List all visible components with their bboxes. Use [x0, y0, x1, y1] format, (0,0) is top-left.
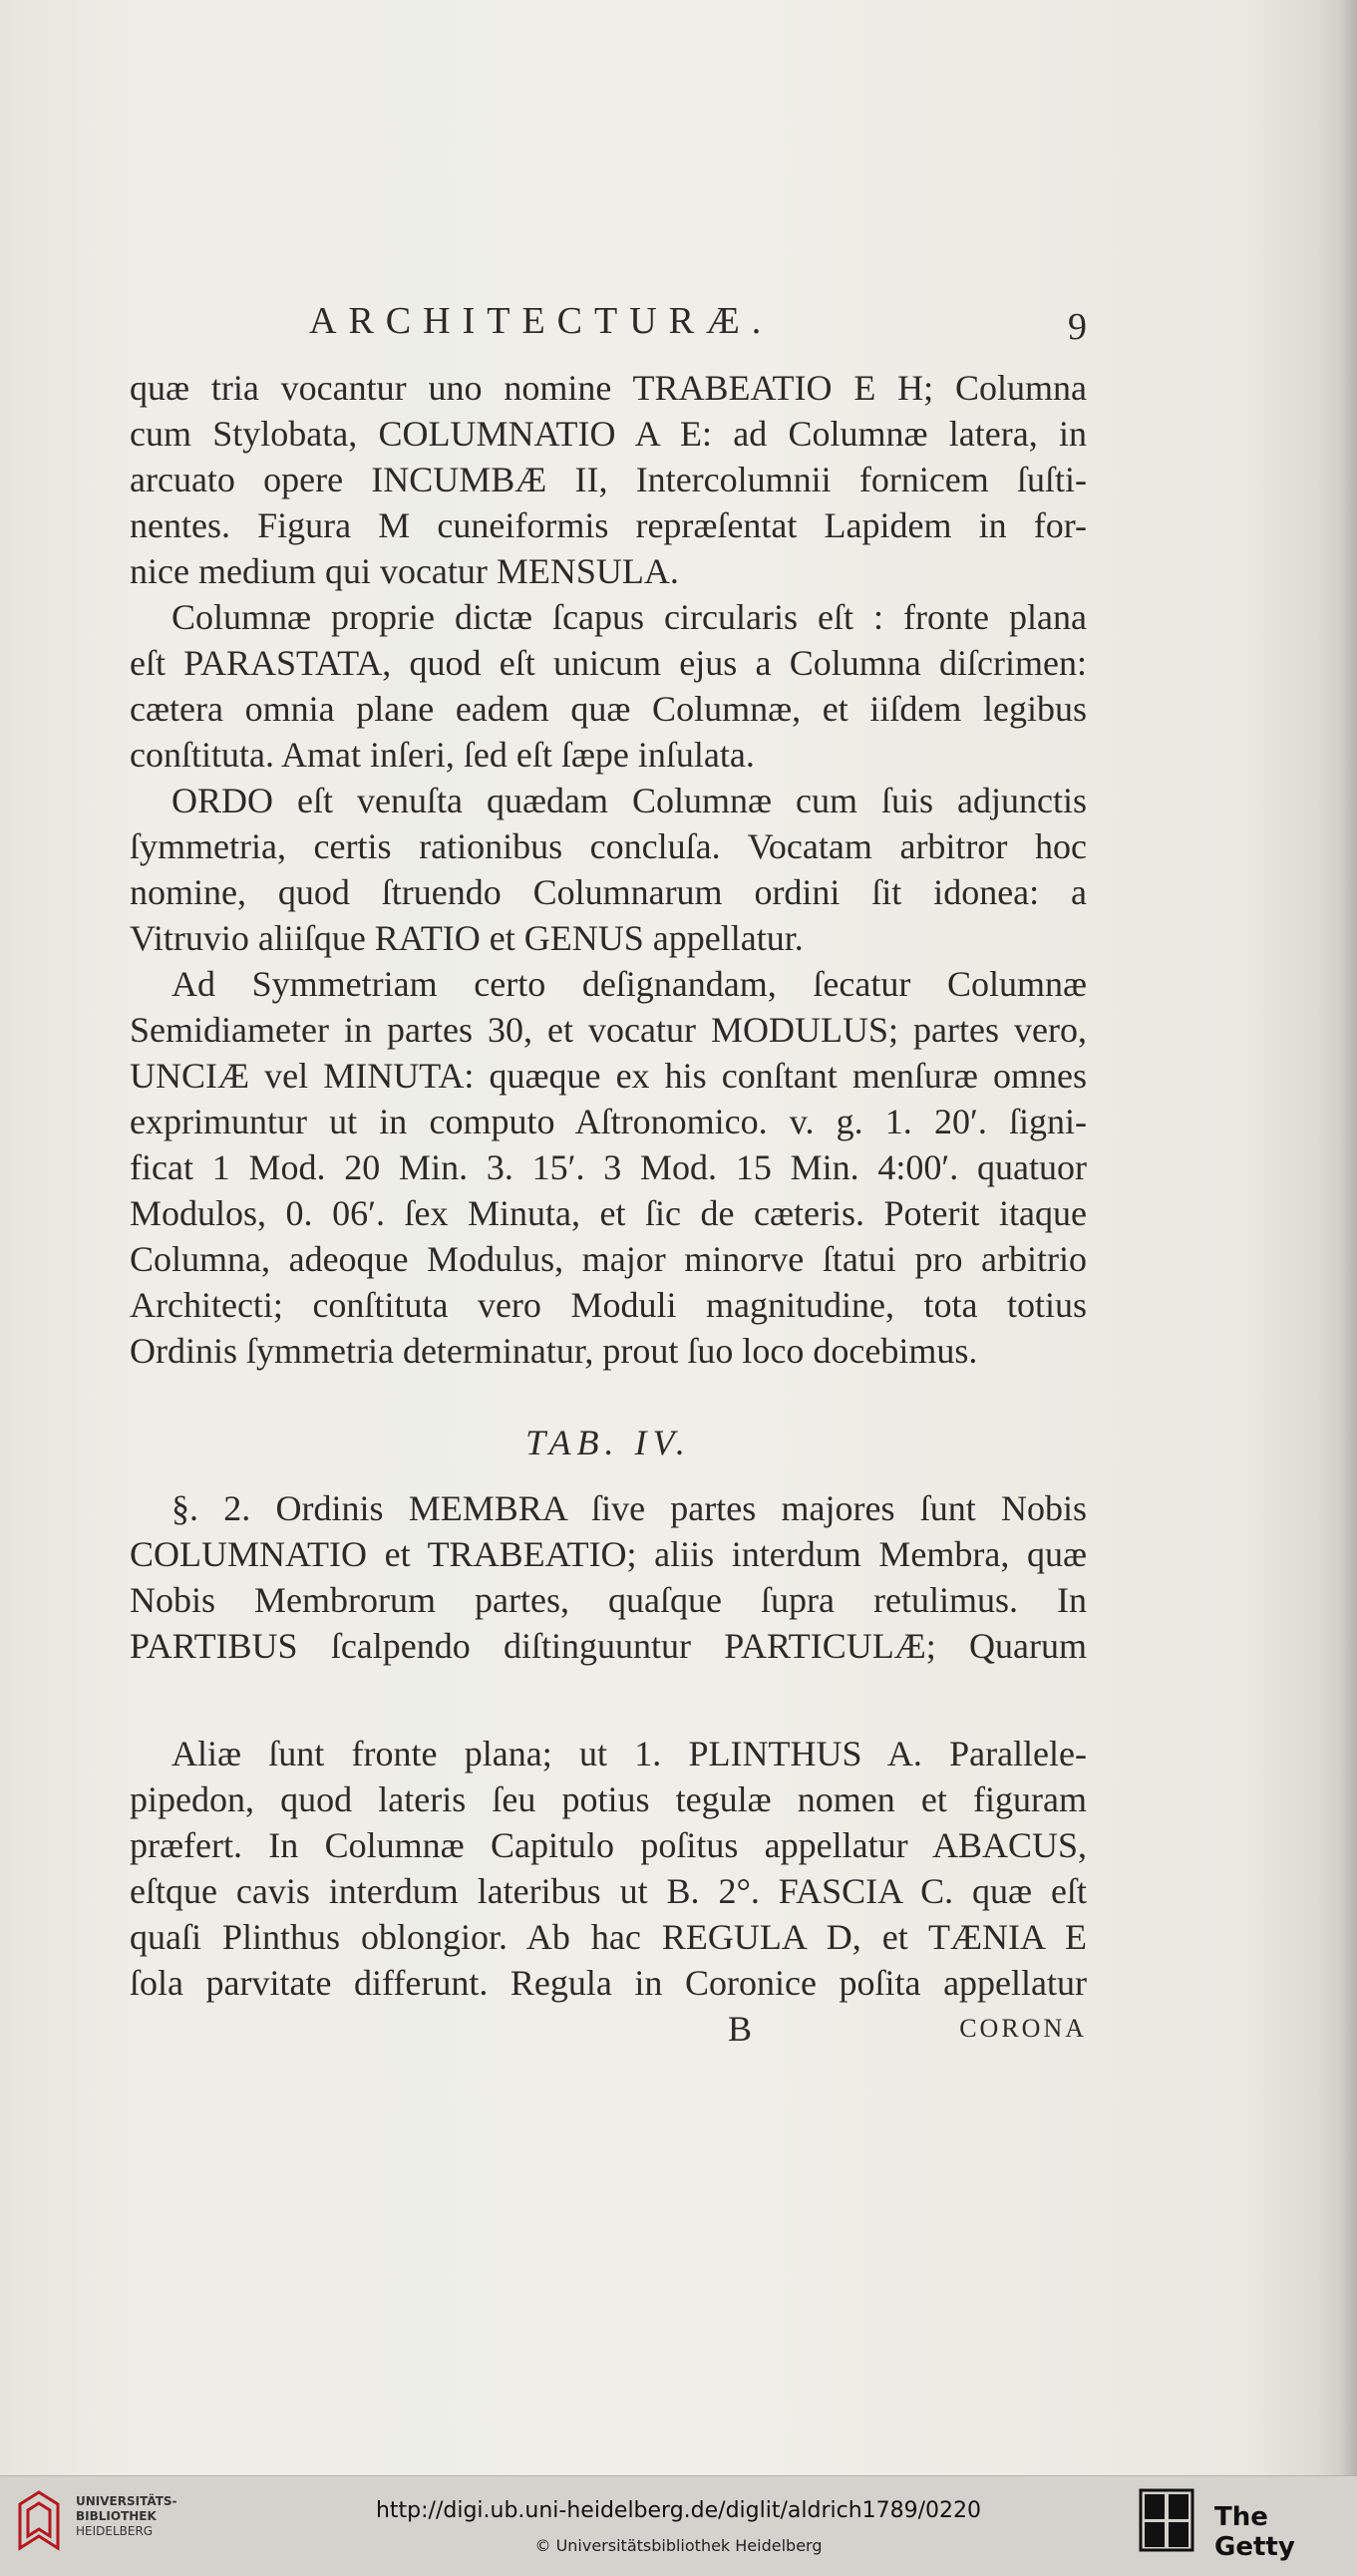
text-line: præfert. In Columnæ Capitulo poſitus appellatur ABACUS, [130, 1825, 1087, 1865]
running-head: ARCHITECTURÆ. [309, 300, 774, 342]
text-line: nentes. Figura M cuneiformis repræſentat Lapidem in for- [130, 505, 1087, 545]
text-line: quaſi Plinthus oblongior. Ab hac REGULA D, et TÆNIA E [130, 1917, 1087, 1957]
paragraph-1 [130, 365, 1087, 594]
text-line: nice medium qui vocatur MENSULA. [130, 551, 679, 591]
text-block [130, 299, 1087, 2052]
paragraph-3 [130, 778, 1087, 961]
viewer-footer [0, 2475, 1357, 2576]
spacer [130, 1465, 1087, 1485]
text-line: cum Stylobata, COLUMNATIO A E: ad Columnæ latera, in [130, 414, 1087, 454]
text-line: COLUMNATIO et TRABEATIO; aliis interdum Membra, quæ [130, 1534, 1087, 1574]
text-line: cætera omnia plane eadem quæ Columnæ, et iiſdem legibus [130, 689, 1087, 729]
text-line: conſtituta. Amat inſeri, ſed eſt ſæpe inſulata. [130, 735, 755, 775]
text-line: Vitruvio aliiſque RATIO et GENUS appellatur. [130, 918, 804, 958]
paragraph-4 [130, 961, 1087, 1374]
page-edge-shadow [1339, 0, 1357, 2475]
text-line: ORDO eſt venuſta quædam Columnæ cum ſuis adjunctis [171, 781, 1087, 820]
paragraph-5 [130, 1485, 1087, 1669]
text-line: Nobis Membrorum partes, quaſque ſupra retulimus. In [130, 1580, 1087, 1620]
page-number: 9 [1068, 306, 1087, 348]
section-heading: TAB. IV. [525, 1423, 691, 1462]
text-line: Ordinis ſymmetria determinatur, prout ſuo loco docebimus. [130, 1331, 978, 1371]
text-line: PARTIBUS ſcalpendo diſtinguuntur PARTICULÆ; Quarum [130, 1626, 1087, 1666]
text-line: nomine, quod ſtruendo Columnarum ordini ſit idonea: a [130, 872, 1087, 912]
text-line: §. 2. Ordinis MEMBRA ſive partes majores ſunt Nobis [171, 1488, 1087, 1528]
copyright-notice: © Universitätsbibliothek Heidelberg [534, 2536, 823, 2555]
text-line: eſt PARASTATA, quod eſt unicum ejus a Columna diſcrimen: [130, 643, 1087, 683]
catchword: CORONA [959, 2014, 1087, 2043]
getty-logo-icon [1137, 2486, 1196, 2562]
text-line: pipedon, quod lateris ſeu potius tegulæ nomen et figuram [130, 1779, 1087, 1819]
paragraph-2 [130, 594, 1087, 778]
text-line: Ad Symmetriam certo deſignandam, ſecatur Columnæ [171, 964, 1087, 1004]
library-name-line: UNIVERSITÄTS- [76, 2494, 177, 2508]
text-line: ſola parvitate differunt. Regula in Coronice poſita appellatur [130, 1963, 1087, 2003]
spacer [130, 1669, 1087, 1731]
paragraph-6 [130, 1731, 1087, 2006]
signature-mark: B [728, 2009, 753, 2049]
text-line: arcuato opere INCUMBÆ II, Intercolumnii fornicem ſuſti- [130, 460, 1087, 499]
catchline [130, 2006, 1087, 2052]
spacer [130, 1374, 1087, 1420]
partner-name: The Getty [1214, 2502, 1295, 2562]
text-line: ficat 1 Mod. 20 Min. 3. 15′. 3 Mod. 15 Min. 4:00′. quatuor [130, 1147, 1087, 1187]
text-line: ſymmetria, certis rationibus concluſa. Vocatam arbitror hoc [130, 826, 1087, 866]
library-name-line: HEIDELBERG [76, 2524, 154, 2538]
page-header [130, 299, 1087, 359]
text-line: Modulos, 0. 06′. ſex Minuta, et ſic de cæteris. Poterit itaque [130, 1193, 1087, 1233]
library-name-line: BIBLIOTHEK [76, 2509, 157, 2523]
text-line: Aliæ ſunt fronte plana; ut 1. PLINTHUS A. Parallele- [171, 1734, 1087, 1773]
text-line: Columna, adeoque Modulus, major minorve ſtatui pro arbitrio [130, 1239, 1087, 1279]
text-line: UNCIÆ vel MINUTA: quæque ex his conſtant menſuræ omnes [130, 1056, 1087, 1096]
text-line: Semidiameter in partes 30, et vocatur MODULUS; partes vero, [130, 1010, 1087, 1050]
text-line: exprimuntur ut in computo Aſtronomico. v. g. 1. 20′. ſigni- [130, 1102, 1087, 1141]
text-line: Columnæ proprie dictæ ſcapus circularis eſt : fronte plana [171, 597, 1087, 637]
text-line: eſtque cavis interdum lateribus ut B. 2°. FASCIA C. quæ eſt [130, 1871, 1087, 1911]
text-line: Architecti; conſtituta vero Moduli magnitudine, tota totius [130, 1285, 1087, 1325]
permalink-url[interactable]: http://digi.ub.uni-heidelberg.de/diglit/aldrich1789/0220 [375, 2498, 982, 2523]
text-line: quæ tria vocantur uno nomine TRABEATIO E H; Columna [130, 368, 1087, 408]
